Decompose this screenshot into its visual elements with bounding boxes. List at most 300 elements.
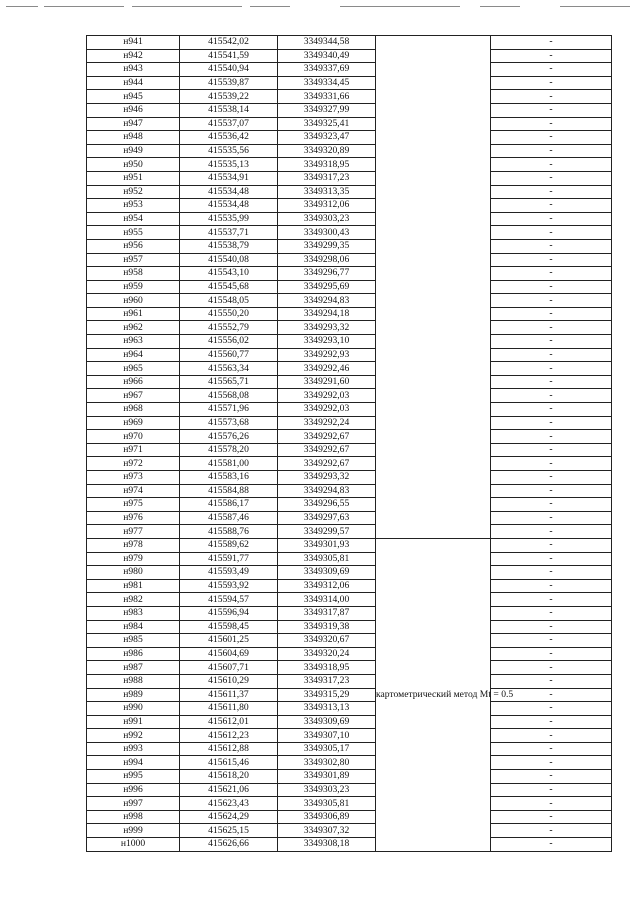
point-name-cell: н997 [87,797,180,811]
x-coordinate-cell: 415573,68 [180,416,278,430]
table-row [87,294,612,308]
coordinates-table-body [87,36,612,852]
accuracy-cell: - [491,131,612,145]
x-coordinate-cell: 415612,23 [180,729,278,743]
point-name-cell: н970 [87,430,180,444]
y-coordinate-cell: 3349313,35 [278,185,376,199]
table-row [87,810,612,824]
accuracy-cell: - [491,49,612,63]
y-coordinate-cell: 3349302,80 [278,756,376,770]
coordinates-table [86,35,612,852]
table-row [87,348,612,362]
y-coordinate-cell: 3349309,69 [278,566,376,580]
y-coordinate-cell: 3349294,18 [278,307,376,321]
x-coordinate-cell: 415589,62 [180,538,278,552]
point-name-cell: н941 [87,36,180,50]
table-row [87,702,612,716]
accuracy-cell: - [491,770,612,784]
table-row [87,403,612,417]
point-name-cell: н980 [87,566,180,580]
y-coordinate-cell: 3349297,63 [278,511,376,525]
accuracy-cell: - [491,647,612,661]
accuracy-cell: - [491,593,612,607]
accuracy-cell: - [491,484,612,498]
point-name-cell: н971 [87,443,180,457]
x-coordinate-cell: 415534,48 [180,185,278,199]
accuracy-cell: - [491,280,612,294]
point-name-cell: н987 [87,661,180,675]
accuracy-cell: - [491,443,612,457]
table-row [87,267,612,281]
x-coordinate-cell: 415535,99 [180,212,278,226]
table-row [87,307,612,321]
point-name-cell: н964 [87,348,180,362]
y-coordinate-cell: 3349299,57 [278,525,376,539]
point-name-cell: н958 [87,267,180,281]
x-coordinate-cell: 415626,66 [180,838,278,852]
accuracy-cell: - [491,90,612,104]
accuracy-cell: - [491,389,612,403]
y-coordinate-cell: 3349325,41 [278,117,376,131]
accuracy-cell: - [491,552,612,566]
accuracy-cell: - [491,688,612,702]
accuracy-cell: - [491,606,612,620]
accuracy-cell: - [491,824,612,838]
table-row [87,199,612,213]
table-row [87,362,612,376]
table-row [87,620,612,634]
point-name-cell: н998 [87,810,180,824]
x-coordinate-cell: 415534,48 [180,199,278,213]
y-coordinate-cell: 3349292,67 [278,457,376,471]
y-coordinate-cell: 3349315,29 [278,688,376,702]
point-name-cell: н977 [87,525,180,539]
y-coordinate-cell: 3349312,06 [278,199,376,213]
y-coordinate-cell: 3349317,23 [278,171,376,185]
y-coordinate-cell: 3349306,89 [278,810,376,824]
x-coordinate-cell: 415621,06 [180,783,278,797]
point-name-cell: н953 [87,199,180,213]
accuracy-cell: - [491,76,612,90]
accuracy-cell: - [491,810,612,824]
accuracy-cell: - [491,226,612,240]
x-coordinate-cell: 415535,13 [180,158,278,172]
x-coordinate-cell: 415618,20 [180,770,278,784]
x-coordinate-cell: 415593,49 [180,566,278,580]
point-name-cell: н956 [87,239,180,253]
point-name-cell: н969 [87,416,180,430]
method-cell: картометрический метод Mt = 0.5 [376,538,491,851]
point-name-cell: н972 [87,457,180,471]
accuracy-cell: - [491,416,612,430]
table-row [87,647,612,661]
y-coordinate-cell: 3349313,13 [278,702,376,716]
table-row [87,471,612,485]
accuracy-cell: - [491,36,612,50]
accuracy-cell: - [491,348,612,362]
y-coordinate-cell: 3349308,18 [278,838,376,852]
method-cell-empty [376,36,491,539]
accuracy-cell: - [491,838,612,852]
x-coordinate-cell: 415536,42 [180,131,278,145]
x-coordinate-cell: 415537,71 [180,226,278,240]
accuracy-cell: - [491,403,612,417]
x-coordinate-cell: 415563,34 [180,362,278,376]
x-coordinate-cell: 415543,10 [180,267,278,281]
accuracy-cell: - [491,742,612,756]
point-name-cell: н968 [87,403,180,417]
table-row [87,729,612,743]
x-coordinate-cell: 415623,43 [180,797,278,811]
table-row [87,103,612,117]
y-coordinate-cell: 3349293,32 [278,321,376,335]
y-coordinate-cell: 3349292,67 [278,443,376,457]
point-name-cell: н951 [87,171,180,185]
accuracy-cell: - [491,511,612,525]
point-name-cell: н974 [87,484,180,498]
x-coordinate-cell: 415556,02 [180,335,278,349]
table-row [87,770,612,784]
y-coordinate-cell: 3349293,32 [278,471,376,485]
table-row [87,212,612,226]
x-coordinate-cell: 415576,26 [180,430,278,444]
accuracy-cell: - [491,307,612,321]
x-coordinate-cell: 415587,46 [180,511,278,525]
y-coordinate-cell: 3349314,00 [278,593,376,607]
point-name-cell: н955 [87,226,180,240]
table-row [87,321,612,335]
table-row [87,117,612,131]
point-name-cell: н979 [87,552,180,566]
table-row [87,688,612,702]
point-name-cell: н990 [87,702,180,716]
y-coordinate-cell: 3349319,38 [278,620,376,634]
y-coordinate-cell: 3349292,67 [278,430,376,444]
table-row [87,783,612,797]
y-coordinate-cell: 3349344,58 [278,36,376,50]
table-row [87,430,612,444]
accuracy-cell: - [491,267,612,281]
x-coordinate-cell: 415624,29 [180,810,278,824]
point-name-cell: н959 [87,280,180,294]
y-coordinate-cell: 3349320,89 [278,144,376,158]
point-name-cell: н992 [87,729,180,743]
accuracy-cell: - [491,715,612,729]
x-coordinate-cell: 415535,56 [180,144,278,158]
table-row [87,185,612,199]
point-name-cell: н988 [87,674,180,688]
x-coordinate-cell: 415565,71 [180,375,278,389]
y-coordinate-cell: 3349320,24 [278,647,376,661]
y-coordinate-cell: 3349320,67 [278,634,376,648]
point-name-cell: н967 [87,389,180,403]
point-name-cell: н954 [87,212,180,226]
point-name-cell: н995 [87,770,180,784]
accuracy-cell: - [491,375,612,389]
x-coordinate-cell: 415541,59 [180,49,278,63]
y-coordinate-cell: 3349301,89 [278,770,376,784]
accuracy-cell: - [491,661,612,675]
y-coordinate-cell: 3349303,23 [278,212,376,226]
x-coordinate-cell: 415601,25 [180,634,278,648]
y-coordinate-cell: 3349331,66 [278,90,376,104]
x-coordinate-cell: 415611,37 [180,688,278,702]
y-coordinate-cell: 3349327,99 [278,103,376,117]
table-row [87,484,612,498]
point-name-cell: н947 [87,117,180,131]
table-row [87,593,612,607]
x-coordinate-cell: 415540,94 [180,63,278,77]
table-row [87,742,612,756]
accuracy-cell: - [491,103,612,117]
point-name-cell: н960 [87,294,180,308]
x-coordinate-cell: 415539,22 [180,90,278,104]
accuracy-cell: - [491,538,612,552]
x-coordinate-cell: 415545,68 [180,280,278,294]
point-name-cell: н966 [87,375,180,389]
accuracy-cell: - [491,525,612,539]
y-coordinate-cell: 3349323,47 [278,131,376,145]
x-coordinate-cell: 415591,77 [180,552,278,566]
x-coordinate-cell: 415598,45 [180,620,278,634]
x-coordinate-cell: 415542,02 [180,36,278,50]
y-coordinate-cell: 3349305,81 [278,552,376,566]
y-coordinate-cell: 3349307,10 [278,729,376,743]
table-row [87,443,612,457]
point-name-cell: н996 [87,783,180,797]
x-coordinate-cell: 415560,77 [180,348,278,362]
point-name-cell: н981 [87,579,180,593]
x-coordinate-cell: 415538,79 [180,239,278,253]
accuracy-cell: - [491,199,612,213]
y-coordinate-cell: 3349307,32 [278,824,376,838]
accuracy-cell: - [491,620,612,634]
page-header-rule [0,0,640,10]
table-row [87,280,612,294]
point-name-cell: н994 [87,756,180,770]
x-coordinate-cell: 415612,88 [180,742,278,756]
accuracy-cell: - [491,117,612,131]
x-coordinate-cell: 415586,17 [180,498,278,512]
accuracy-cell: - [491,185,612,199]
accuracy-cell: - [491,144,612,158]
table-row [87,797,612,811]
x-coordinate-cell: 415568,08 [180,389,278,403]
x-coordinate-cell: 415538,14 [180,103,278,117]
x-coordinate-cell: 415611,80 [180,702,278,716]
x-coordinate-cell: 415593,92 [180,579,278,593]
x-coordinate-cell: 415607,71 [180,661,278,675]
y-coordinate-cell: 3349296,77 [278,267,376,281]
point-name-cell: н962 [87,321,180,335]
y-coordinate-cell: 3349301,93 [278,538,376,552]
x-coordinate-cell: 415596,94 [180,606,278,620]
x-coordinate-cell: 415548,05 [180,294,278,308]
x-coordinate-cell: 415534,91 [180,171,278,185]
y-coordinate-cell: 3349294,83 [278,294,376,308]
x-coordinate-cell: 415581,00 [180,457,278,471]
accuracy-cell: - [491,335,612,349]
point-name-cell: н985 [87,634,180,648]
accuracy-cell: - [491,566,612,580]
accuracy-cell: - [491,253,612,267]
y-coordinate-cell: 3349312,06 [278,579,376,593]
point-name-cell: н942 [87,49,180,63]
y-coordinate-cell: 3349298,06 [278,253,376,267]
x-coordinate-cell: 415588,76 [180,525,278,539]
x-coordinate-cell: 415612,01 [180,715,278,729]
table-row [87,511,612,525]
x-coordinate-cell: 415584,88 [180,484,278,498]
point-name-cell: н986 [87,647,180,661]
x-coordinate-cell: 415625,15 [180,824,278,838]
table-row [87,389,612,403]
point-name-cell: н965 [87,362,180,376]
accuracy-cell: - [491,634,612,648]
point-name-cell: н991 [87,715,180,729]
accuracy-cell: - [491,158,612,172]
accuracy-cell: - [491,797,612,811]
table-row [87,253,612,267]
y-coordinate-cell: 3349305,81 [278,797,376,811]
accuracy-cell: - [491,729,612,743]
accuracy-cell: - [491,362,612,376]
y-coordinate-cell: 3349291,60 [278,375,376,389]
point-name-cell: н1000 [87,838,180,852]
accuracy-cell: - [491,702,612,716]
accuracy-cell: - [491,430,612,444]
accuracy-cell: - [491,321,612,335]
point-name-cell: н950 [87,158,180,172]
point-name-cell: н976 [87,511,180,525]
y-coordinate-cell: 3349295,69 [278,280,376,294]
y-coordinate-cell: 3349292,03 [278,403,376,417]
table-row [87,131,612,145]
point-name-cell: н944 [87,76,180,90]
table-row [87,756,612,770]
table-row [87,538,612,552]
point-name-cell: н984 [87,620,180,634]
y-coordinate-cell: 3349292,03 [278,389,376,403]
y-coordinate-cell: 3349305,17 [278,742,376,756]
table-row [87,457,612,471]
x-coordinate-cell: 415539,87 [180,76,278,90]
point-name-cell: н952 [87,185,180,199]
y-coordinate-cell: 3349317,87 [278,606,376,620]
table-row [87,335,612,349]
table-row [87,416,612,430]
table-row [87,715,612,729]
point-name-cell: н982 [87,593,180,607]
table-row [87,375,612,389]
y-coordinate-cell: 3349317,23 [278,674,376,688]
point-name-cell: н989 [87,688,180,702]
table-row [87,49,612,63]
y-coordinate-cell: 3349300,43 [278,226,376,240]
table-row [87,824,612,838]
accuracy-cell: - [491,674,612,688]
point-name-cell: н993 [87,742,180,756]
accuracy-cell: - [491,457,612,471]
y-coordinate-cell: 3349334,45 [278,76,376,90]
point-name-cell: н978 [87,538,180,552]
table-row [87,171,612,185]
point-name-cell: н975 [87,498,180,512]
x-coordinate-cell: 415552,79 [180,321,278,335]
y-coordinate-cell: 3349337,69 [278,63,376,77]
y-coordinate-cell: 3349299,35 [278,239,376,253]
y-coordinate-cell: 3349293,10 [278,335,376,349]
accuracy-cell: - [491,171,612,185]
table-row [87,661,612,675]
x-coordinate-cell: 415604,69 [180,647,278,661]
table-row [87,525,612,539]
y-coordinate-cell: 3349292,93 [278,348,376,362]
x-coordinate-cell: 415540,08 [180,253,278,267]
y-coordinate-cell: 3349309,69 [278,715,376,729]
x-coordinate-cell: 415571,96 [180,403,278,417]
point-name-cell: н983 [87,606,180,620]
y-coordinate-cell: 3349340,49 [278,49,376,63]
table-row [87,76,612,90]
x-coordinate-cell: 415578,20 [180,443,278,457]
x-coordinate-cell: 415610,29 [180,674,278,688]
accuracy-cell: - [491,239,612,253]
table-row [87,158,612,172]
table-row [87,634,612,648]
table-row [87,36,612,50]
x-coordinate-cell: 415615,46 [180,756,278,770]
table-row [87,552,612,566]
y-coordinate-cell: 3349318,95 [278,661,376,675]
point-name-cell: н943 [87,63,180,77]
table-row [87,239,612,253]
table-row [87,90,612,104]
table-row [87,498,612,512]
table-row [87,838,612,852]
point-name-cell: н963 [87,335,180,349]
x-coordinate-cell: 415594,57 [180,593,278,607]
point-name-cell: н946 [87,103,180,117]
table-row [87,674,612,688]
table-row [87,579,612,593]
point-name-cell: н957 [87,253,180,267]
table-row [87,63,612,77]
y-coordinate-cell: 3349318,95 [278,158,376,172]
x-coordinate-cell: 415583,16 [180,471,278,485]
y-coordinate-cell: 3349303,23 [278,783,376,797]
accuracy-cell: - [491,756,612,770]
x-coordinate-cell: 415537,07 [180,117,278,131]
x-coordinate-cell: 415550,20 [180,307,278,321]
accuracy-cell: - [491,212,612,226]
point-name-cell: н961 [87,307,180,321]
table-row [87,606,612,620]
accuracy-cell: - [491,63,612,77]
point-name-cell: н999 [87,824,180,838]
table-row [87,144,612,158]
y-coordinate-cell: 3349292,46 [278,362,376,376]
accuracy-cell: - [491,783,612,797]
point-name-cell: н945 [87,90,180,104]
y-coordinate-cell: 3349296,55 [278,498,376,512]
accuracy-cell: - [491,579,612,593]
point-name-cell: н949 [87,144,180,158]
table-row [87,226,612,240]
accuracy-cell: - [491,471,612,485]
accuracy-cell: - [491,294,612,308]
point-name-cell: н973 [87,471,180,485]
